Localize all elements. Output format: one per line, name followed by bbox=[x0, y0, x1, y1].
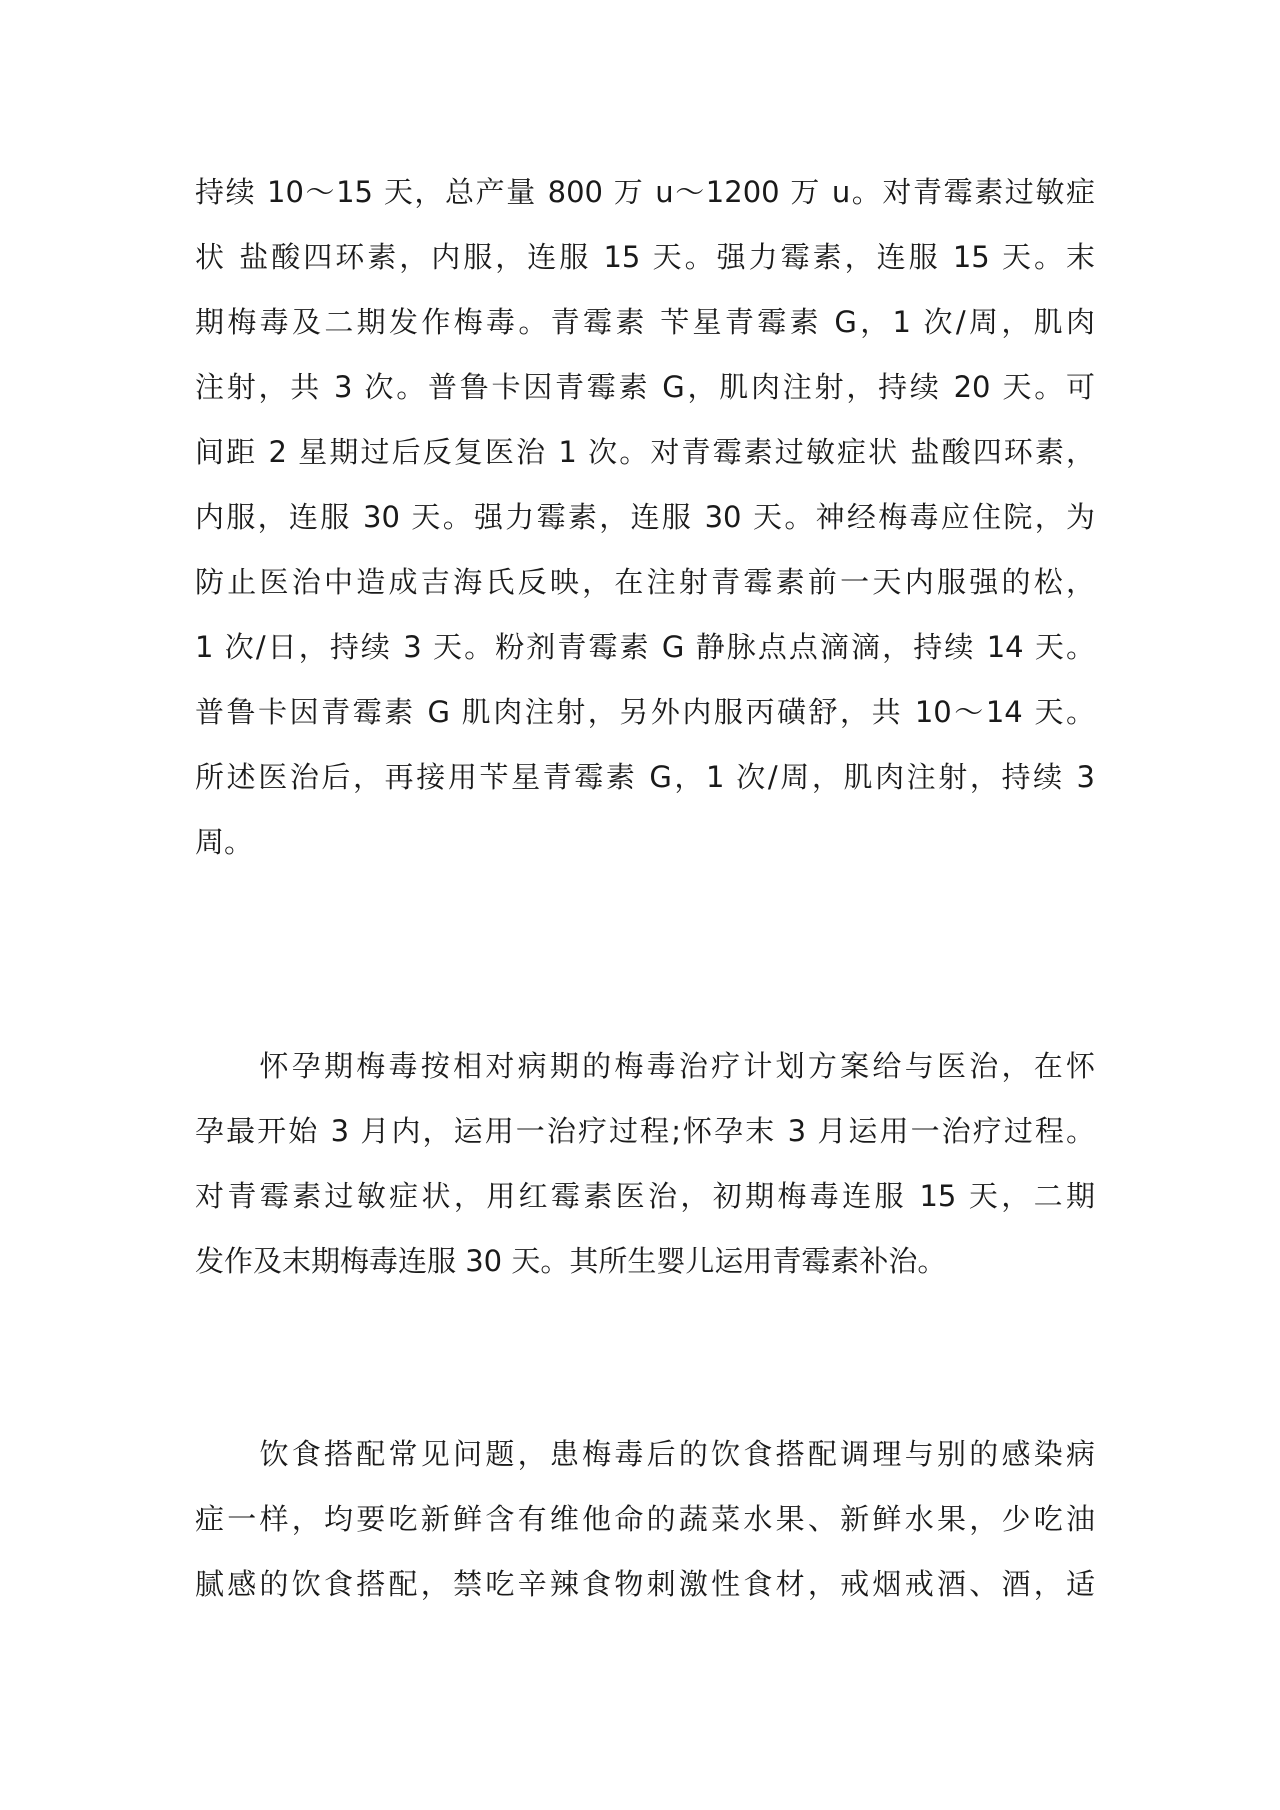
paragraph-diet bbox=[195, 1422, 1095, 1617]
text-line: 症一样，均要吃新鲜含有维他命的蔬菜水果、新鲜水果，少吃油 bbox=[195, 1502, 1095, 1536]
text-line: 腻感的饮食搭配，禁吃辛辣食物刺激性食材，戒烟戒酒、酒，适 bbox=[195, 1567, 1095, 1601]
text-line: 间距 2 星期过后反复医治 1 次。对青霉素过敏症状 盐酸四环素， bbox=[195, 435, 1095, 469]
text-line: 孕最开始 3 月内，运用一治疗过程;怀孕末 3 月运用一治疗过程。 bbox=[195, 1114, 1095, 1148]
paragraph-treatment bbox=[195, 160, 1095, 875]
text-line: 1 次/日，持续 3 天。粉剂青霉素 G 静脉点点滴滴，持续 14 天。 bbox=[195, 630, 1095, 664]
text-line: 持续 10～15 天，总产量 800 万 u～1200 万 u。对青霉素过敏症 bbox=[195, 175, 1095, 209]
paragraph-pregnancy bbox=[195, 1034, 1095, 1294]
text-line: 普鲁卡因青霉素 G 肌肉注射，另外内服丙磺舒，共 10～14 天。 bbox=[195, 695, 1095, 729]
text-line: 内服，连服 30 天。强力霉素，连服 30 天。神经梅毒应住院，为 bbox=[195, 500, 1095, 534]
text-line: 所述医治后，再接用苄星青霉素 G，1 次/周，肌肉注射，持续 3 bbox=[195, 760, 1095, 794]
text-line: 发作及末期梅毒连服 30 天。其所生婴儿运用青霉素补治。 bbox=[195, 1244, 947, 1278]
text-line: 怀孕期梅毒按相对病期的梅毒治疗计划方案给与医治，在怀 bbox=[195, 1049, 1095, 1083]
text-line: 防止医治中造成吉海氏反映，在注射青霉素前一天内服强的松， bbox=[195, 565, 1095, 599]
text-line: 对青霉素过敏症状，用红霉素医治，初期梅毒连服 15 天，二期 bbox=[195, 1179, 1095, 1213]
text-line: 状 盐酸四环素，内服，连服 15 天。强力霉素，连服 15 天。末 bbox=[195, 240, 1095, 274]
text-line: 饮食搭配常见问题，患梅毒后的饮食搭配调理与别的感染病 bbox=[195, 1437, 1095, 1471]
text-line: 注射，共 3 次。普鲁卡因青霉素 G，肌肉注射，持续 20 天。可 bbox=[195, 370, 1095, 404]
text-line: 周。 bbox=[195, 825, 254, 859]
text-line: 期梅毒及二期发作梅毒。青霉素 苄星青霉素 G，1 次/周，肌肉 bbox=[195, 305, 1095, 339]
